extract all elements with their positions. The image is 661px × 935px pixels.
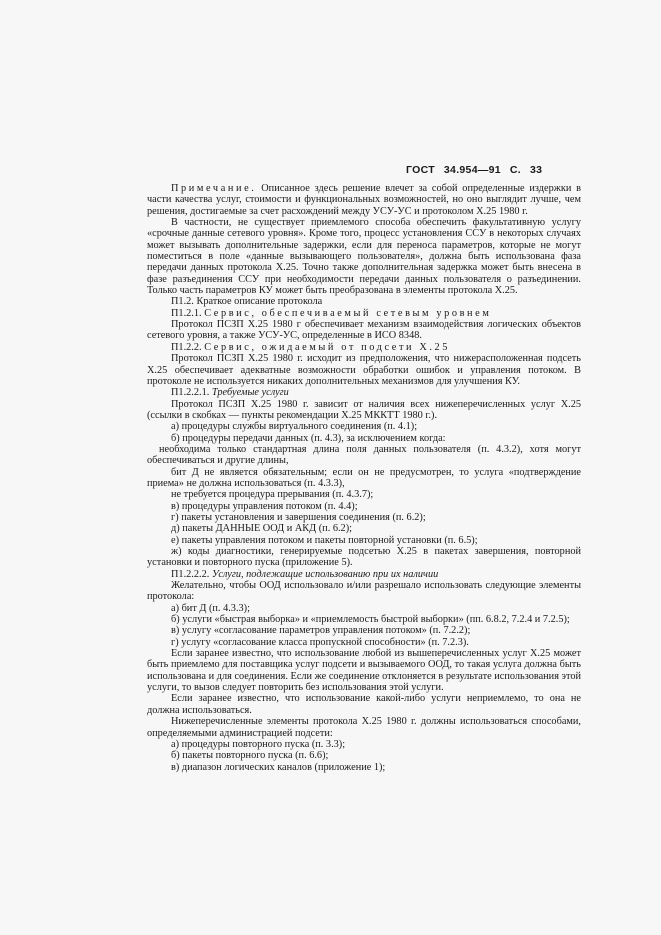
page-number: 33 bbox=[530, 164, 543, 176]
list-item: б) процедуры передачи данных (п. 4.3), за исключением когда: bbox=[171, 432, 446, 444]
list-item: а) процедуры повторного пуска (п. 3.3); bbox=[171, 738, 346, 750]
list-item: в) услугу «согласование параметров управления потоком» (п. 7.2.2); bbox=[171, 625, 471, 637]
note-label: Примечание. bbox=[171, 183, 257, 194]
paragraph: Желательно, чтобы ООД использовало и/или разрешало использовать следующие элементы протокола: bbox=[147, 580, 581, 603]
list-item: в) процедуры управления потоком (п. 4.4); bbox=[171, 500, 358, 512]
list-item: в) диапазон логических каналов (приложение 1); bbox=[171, 761, 386, 773]
list-item: д) пакеты ДАННЫЕ ООД и АКД (п. 6.2); bbox=[171, 523, 352, 535]
list-subitem: необходима только стандартная длина поля данных пользователя (п. 4.3.2), хотя могут обеспечиваться и другие длины, bbox=[147, 443, 581, 467]
standard-number: 34.954—91 bbox=[443, 164, 501, 176]
list-item: г) пакеты установления и завершения соединения (п. 6.2); bbox=[171, 511, 426, 523]
section-heading: П1.2. Краткое описание протокола bbox=[171, 296, 323, 308]
page-label: С. bbox=[509, 164, 522, 176]
list-subitem: не требуется процедура прерывания (п. 4.3.7); bbox=[171, 489, 374, 501]
list-item: е) пакеты управления потоком и пакеты повторной установки (п. 6.5); bbox=[171, 534, 478, 546]
paragraph: В частности, не существует приемлемого способа обеспечить факультативную услугу «срочные данные сетевого уровня». Кроме того, процесс установления ССУ в некоторых случаях может вызывать дополнительные задержки, если для переноса параметров, которые не могут поместиться в поле «данные вызывающего пользователя», должна быть использована фаза передачи данных протокола X.25. Точно также дополнительная задержка может быть внесена в фазе разъединения ССУ при необходимости передачи данных пользователя о разъединении. Только часть параметров КУ может быть преобразована в элементы протокола X.25. bbox=[147, 217, 581, 297]
list-item: б) пакеты повторного пуска (п. 6.6); bbox=[171, 750, 329, 762]
paragraph: Если заранее известно, что использование какой-либо услуги неприемлемо, то она не должна использоваться. bbox=[147, 693, 581, 716]
paragraph: Протокол ПСЗП X.25 1980 г обеспечивает механизм взаимодействия логических объектов сетевого уровня, а также УСУ-УС, определенные в ИСО 8348. bbox=[147, 319, 581, 342]
paragraph: Если заранее известно, что использование любой из вышеперечисленных услуг X.25 может быть приемлемо для поставщика услуг подсети и вызываемого ООД, то такая услуга должна быть использована и для соединения. Если же соединение отклоняется в результате использования этой услуги, то вызов следует повторить без использования этой услуги. bbox=[147, 648, 581, 694]
list-item: г) услугу «согласование класса пропускной способности» (п. 7.2.3). bbox=[171, 636, 469, 648]
subsubsection-heading: П1.2.2.2. Услуги, подлежащие использованию при их наличии bbox=[171, 568, 439, 580]
note-paragraph: Примечание. Описанное здесь решение влечет за собой определенные издержки в части качества услуг, стоимости и функциональных возможностей, но оно выглядит лучше, чем решения, достигаемые за счет расхождений между УСУ-УС и протоколом X.25 1980 г. bbox=[147, 183, 581, 217]
list-item: ж) коды диагностики, генерируемые подсетью X.25 в пакетах завершения, повторной установки и повторного пуска (приложение 5). bbox=[147, 546, 581, 569]
paragraph: Протокол ПСЗП X.25 1980 г. исходит из предположения, что нижерасположенная подсеть X.25 обеспечивает адекватные возможности обработки ошибок и управления потоком. В протоколе не используется никаких дополнительных механизмов для улучшения КУ. bbox=[147, 353, 581, 387]
subsection-heading: П1.2.2. Сервис, ожидаемый от подсети X.25 bbox=[171, 341, 451, 353]
standard-label: ГОСТ bbox=[406, 164, 435, 176]
list-item: а) процедуры службы виртуального соединения (п. 4.1); bbox=[171, 421, 418, 433]
list-item: а) бит Д (п. 4.3.3); bbox=[171, 602, 250, 614]
document-body bbox=[147, 183, 581, 773]
subsubsection-heading: П1.2.2.1. Требуемые услуги bbox=[171, 387, 289, 399]
list-item: б) услуги «быстрая выборка» и «приемлемость быстрой выборки» (пп. 6.8.2, 7.2.4 и 7.2.5); bbox=[171, 614, 570, 626]
paragraph: Протокол ПСЗП X.25 1980 г. зависит от наличия всех нижеперечисленных услуг X.25 (ссылки в скобках — пункты рекомендации X.25 МККТТ 1980 г.). bbox=[147, 398, 581, 421]
list-subitem: бит Д не является обязательным; если он не предусмотрен, то услуга «подтверждение приема» не должна использоваться (п. 4.3.3), bbox=[147, 466, 581, 489]
paragraph: Нижеперечисленные элементы протокола X.25 1980 г. должны использоваться способами, определяемыми администрацией подсети: bbox=[147, 716, 581, 739]
page-header bbox=[406, 164, 551, 176]
subsection-heading: П1.2.1. Сервис, обеспечиваемый сетевым уровнем bbox=[171, 307, 492, 319]
